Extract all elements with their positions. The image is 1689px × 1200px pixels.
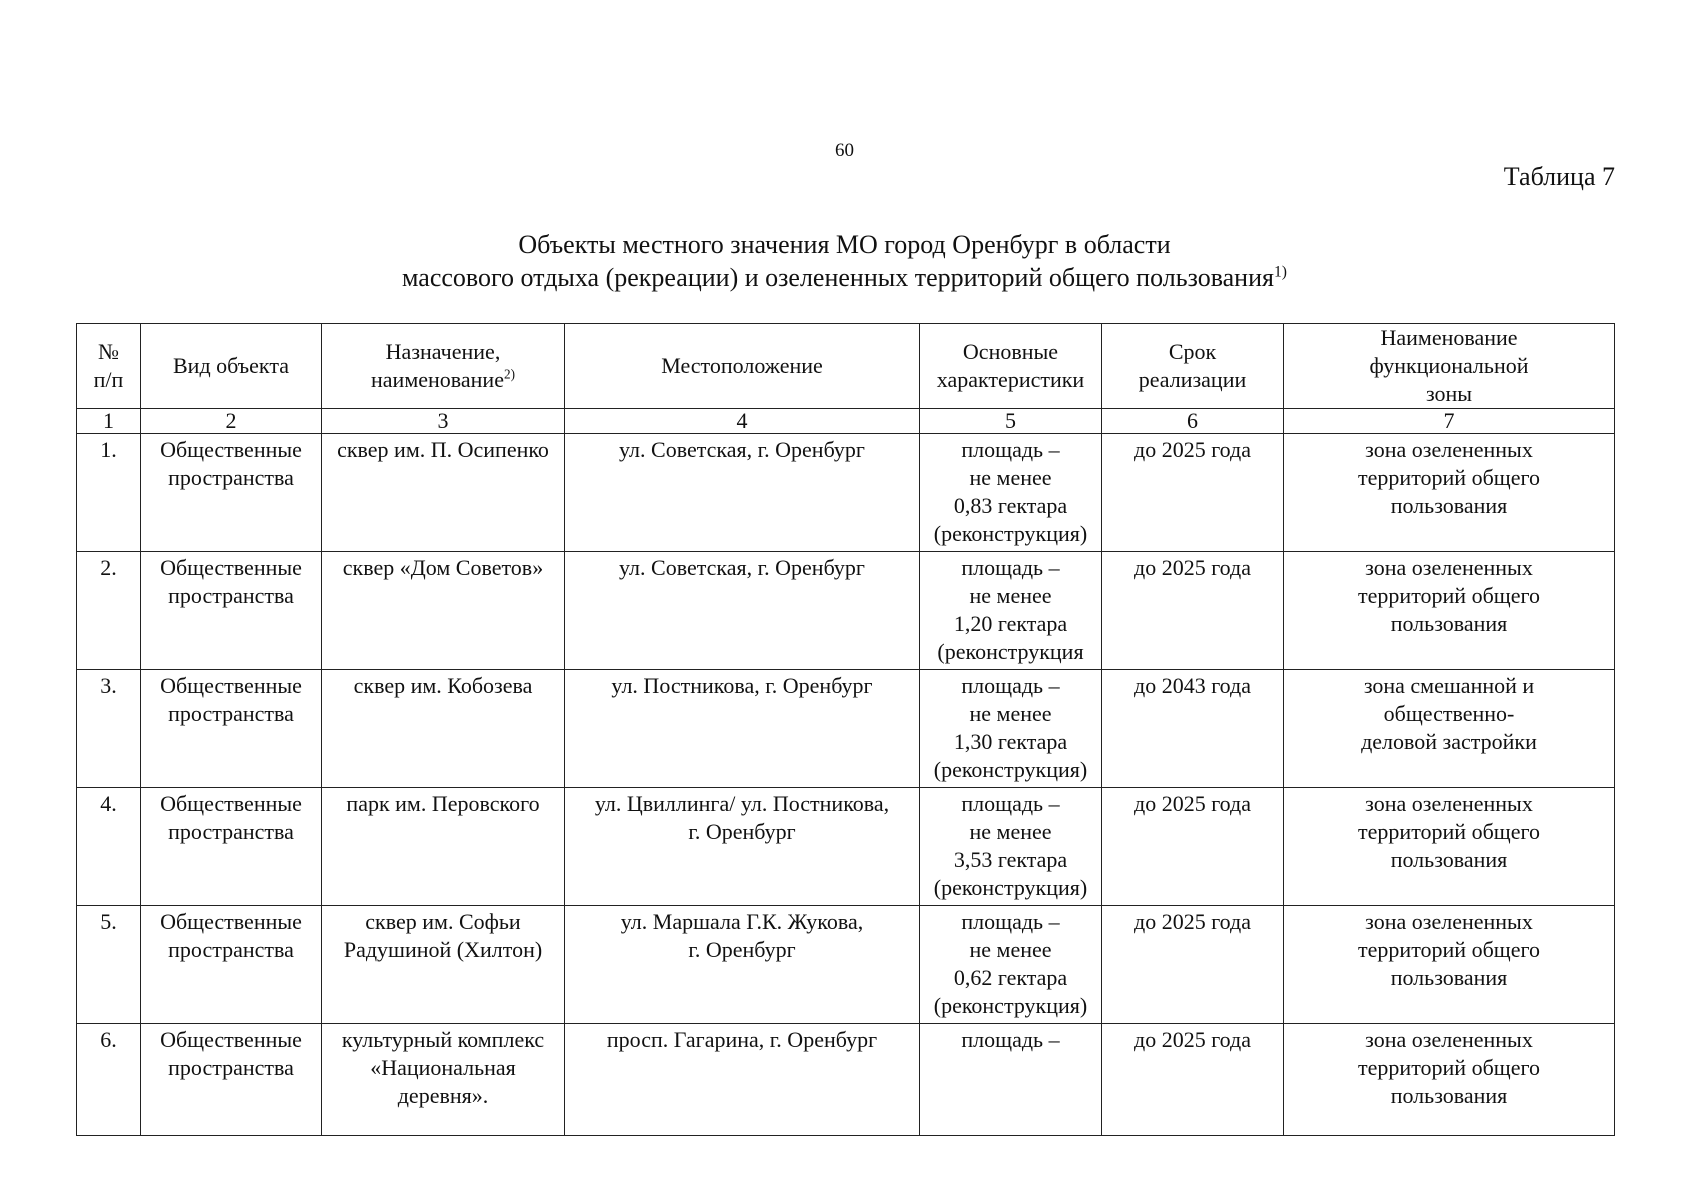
cell-term: до 2025 года: [1102, 552, 1284, 670]
column-number: 1: [77, 409, 141, 434]
table-row: [77, 434, 1615, 552]
cell-term: до 2025 года: [1102, 788, 1284, 906]
cell-type: Общественные пространства: [141, 1024, 322, 1136]
cell-characteristics: площадь – не менее 0,83 гектара (реконструкция): [920, 434, 1102, 552]
cell-term: до 2043 года: [1102, 670, 1284, 788]
header-purpose-footnote-mark: 2): [503, 366, 515, 382]
header-purpose: [322, 324, 565, 409]
column-number: 7: [1284, 409, 1615, 434]
cell-characteristics: площадь – не менее 3,53 гектара (реконструкция): [920, 788, 1102, 906]
cell-zone: зона озелененных территорий общего пользования: [1284, 552, 1615, 670]
cell-characteristics: площадь – не менее 0,62 гектара (реконструкция): [920, 906, 1102, 1024]
cell-zone: зона озелененных территорий общего пользования: [1284, 434, 1615, 552]
cell-purpose: сквер им. Кобозева: [322, 670, 565, 788]
title-line-2-text: массового отдыха (рекреации) и озелененных территорий общего пользования: [402, 263, 1274, 292]
column-number: 5: [920, 409, 1102, 434]
cell-term: до 2025 года: [1102, 1024, 1284, 1136]
cell-num: 5.: [77, 906, 141, 1024]
table-body: [77, 324, 1615, 1136]
header-row: [77, 324, 1615, 409]
title-line-2: [0, 261, 1689, 294]
cell-location: просп. Гагарина, г. Оренбург: [565, 1024, 920, 1136]
header-characteristics: Основные характеристики: [920, 324, 1102, 409]
column-number: 2: [141, 409, 322, 434]
header-num: № п/п: [77, 324, 141, 409]
cell-type: Общественные пространства: [141, 788, 322, 906]
cell-purpose: сквер им. П. Осипенко: [322, 434, 565, 552]
header-term: Срок реализации: [1102, 324, 1284, 409]
cell-location: ул. Маршала Г.К. Жукова, г. Оренбург: [565, 906, 920, 1024]
title-line-1: Объекты местного значения МО город Оренбург в области: [518, 230, 1171, 259]
cell-term: до 2025 года: [1102, 906, 1284, 1024]
table-row: [77, 1024, 1615, 1136]
table-row: [77, 788, 1615, 906]
header-location: Местоположение: [565, 324, 920, 409]
cell-term: до 2025 года: [1102, 434, 1284, 552]
column-number-row: [77, 409, 1615, 434]
cell-zone: зона озелененных территорий общего пользования: [1284, 1024, 1615, 1136]
cell-purpose: культурный комплекс «Национальная деревня».: [322, 1024, 565, 1136]
table-row: [77, 906, 1615, 1024]
cell-location: ул. Постникова, г. Оренбург: [565, 670, 920, 788]
objects-table: [76, 323, 1615, 1136]
cell-characteristics: площадь –: [920, 1024, 1102, 1136]
header-purpose-text: Назначение, наименование: [371, 339, 504, 392]
cell-location: ул. Советская, г. Оренбург: [565, 552, 920, 670]
column-number: 6: [1102, 409, 1284, 434]
document-title: [0, 228, 1689, 294]
cell-num: 2.: [77, 552, 141, 670]
title-footnote-mark: 1): [1273, 263, 1287, 281]
table-row: [77, 670, 1615, 788]
header-type: Вид объекта: [141, 324, 322, 409]
table-caption: Таблица 7: [1503, 162, 1615, 191]
cell-zone: зона озелененных территорий общего пользования: [1284, 906, 1615, 1024]
cell-num: 1.: [77, 434, 141, 552]
cell-characteristics: площадь – не менее 1,20 гектара (реконструкция: [920, 552, 1102, 670]
cell-purpose: сквер «Дом Советов»: [322, 552, 565, 670]
cell-purpose: сквер им. Софьи Радушиной (Хилтон): [322, 906, 565, 1024]
cell-num: 4.: [77, 788, 141, 906]
page-number: 60: [835, 140, 854, 161]
cell-type: Общественные пространства: [141, 552, 322, 670]
cell-type: Общественные пространства: [141, 670, 322, 788]
column-number: 4: [565, 409, 920, 434]
column-number: 3: [322, 409, 565, 434]
table-row: [77, 552, 1615, 670]
cell-num: 6.: [77, 1024, 141, 1136]
cell-location: ул. Советская, г. Оренбург: [565, 434, 920, 552]
cell-characteristics: площадь – не менее 1,30 гектара (реконструкция): [920, 670, 1102, 788]
cell-type: Общественные пространства: [141, 906, 322, 1024]
cell-zone: зона смешанной и общественно- деловой застройки: [1284, 670, 1615, 788]
header-zone: Наименование функциональной зоны: [1284, 324, 1615, 409]
cell-num: 3.: [77, 670, 141, 788]
cell-purpose: парк им. Перовского: [322, 788, 565, 906]
cell-type: Общественные пространства: [141, 434, 322, 552]
cell-zone: зона озелененных территорий общего пользования: [1284, 788, 1615, 906]
cell-location: ул. Цвиллинга/ ул. Постникова, г. Оренбург: [565, 788, 920, 906]
